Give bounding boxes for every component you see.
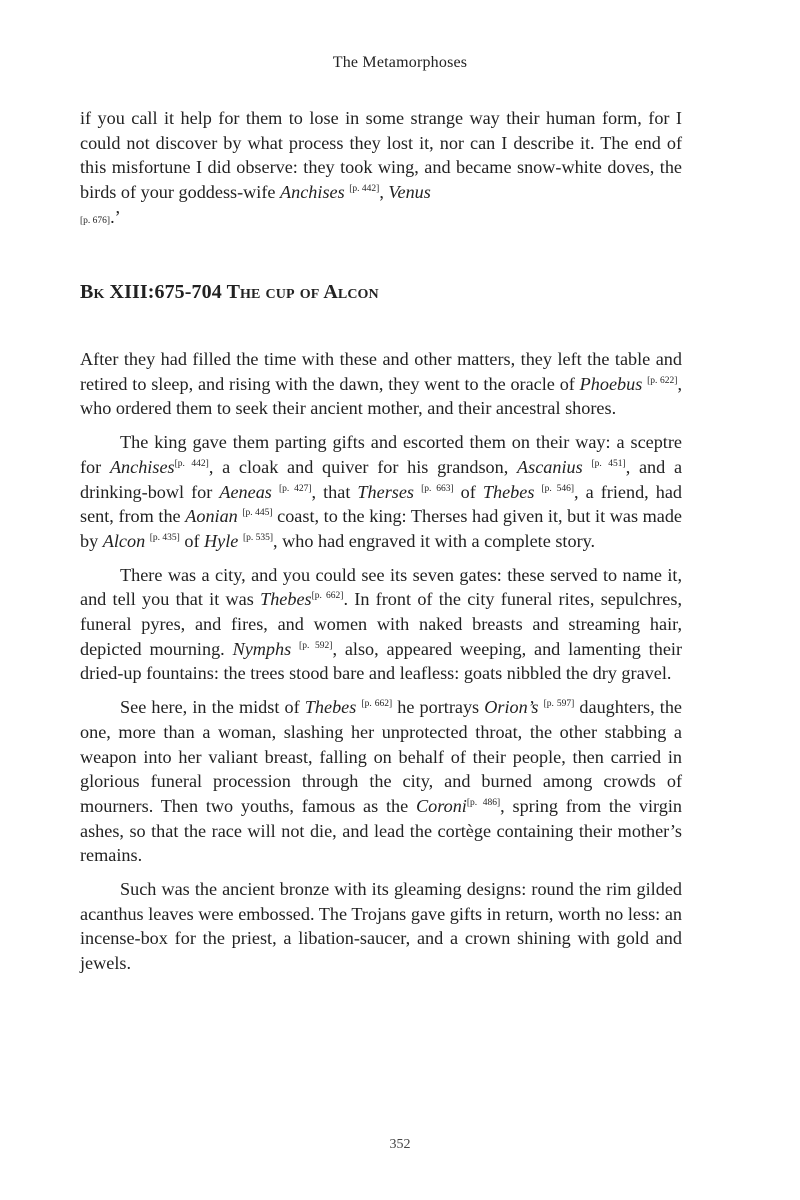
- name-link-ascanius[interactable]: Ascanius: [517, 456, 583, 477]
- paragraph-2: The king gave them parting gifts and escorted them on their way: a sceptre for Anchises[p. 442], a cloak and quiver for his grandson, Ascanius [p. 451], and a drinking-bowl for Aeneas [p. 427], that Therses [p. 663] of Thebes [p. 546], a friend, had sent, from the Aonian [p. 445] coast, to the king: Therses had given it, but it was made by Alcon [p. 435] of Hyle [p. 535], who had engraved it with a complete story.: [80, 432, 683, 551]
- section-heading: Bk XIII:675-704 The cup of Alcon: [80, 281, 379, 303]
- page-number: 352: [389, 1137, 411, 1152]
- name-link-aeneas[interactable]: Aeneas: [219, 481, 272, 502]
- page-ref: [p. 442]: [349, 184, 380, 195]
- page-ref: [p. 592]: [299, 640, 333, 651]
- page-ref: [p. 597]: [543, 699, 575, 710]
- paragraph-4: See here, in the midst of Thebes [p. 662] he portrays Orion’s [p. 597] daughters, the one, more than a woman, slashing her unprotected throat, the other stabbing a weapon into her valiant breast, falling on behalf of their people, then carried in glorious funeral procession through the city, and burned among crowds of mourners. Then two youths, famous as the Coroni[p. 486], spring from the virgin ashes, so that the race will not die, and lead the cortège containing their mother’s remains.: [80, 697, 683, 866]
- page-ref: [p. 663]: [421, 483, 454, 494]
- page-ref: [p. 427]: [278, 483, 312, 494]
- section-text-block: [80, 347, 682, 985]
- name-link-orion[interactable]: Orion’s: [484, 697, 539, 718]
- name-link-coroni[interactable]: Coroni: [415, 795, 467, 816]
- name-link-thebes[interactable]: Thebes: [260, 589, 312, 610]
- name-link-thebes[interactable]: Thebes: [304, 697, 357, 718]
- name-link-therses[interactable]: Therses: [357, 481, 415, 502]
- page-ref: [p. 662]: [361, 699, 393, 710]
- running-head: The Metamorphoses: [332, 54, 468, 71]
- name-link-phoebus[interactable]: Phoebus: [579, 373, 643, 394]
- name-link-nymphs[interactable]: Nymphs: [232, 638, 292, 659]
- page-ref: [p. 662]: [311, 591, 344, 602]
- paragraph-5: Such was the ancient bronze with its gleaming designs: round the rim gilded acanthus leaves were embossed. The Trojans gave gifts in return, worth no less: an incense-box for the priest, a libation-saucer, and a crown shining with gold and jewels.: [80, 879, 682, 974]
- name-link-anchises[interactable]: Anchises: [280, 182, 345, 203]
- name-link-venus[interactable]: Venus: [388, 182, 431, 203]
- page-ref: [p. 486]: [466, 797, 501, 808]
- name-link-hyle[interactable]: Hyle: [204, 530, 239, 551]
- page-ref: [p. 676]: [80, 215, 111, 226]
- page-ref: [p. 435]: [149, 532, 180, 543]
- name-link-anchises[interactable]: Anchises: [109, 456, 175, 477]
- paragraph-1: After they had filled the time with these and other matters, they left the table and retired to sleep, and rising with the dawn, they went to the oracle of Phoebus [p. 622], who ordered them to seek their ancient mother, and their ancestral shores.: [80, 349, 682, 419]
- name-link-thebes[interactable]: Thebes: [482, 481, 535, 502]
- name-link-alcon[interactable]: Alcon: [102, 530, 146, 551]
- page-ref: [p. 445]: [242, 508, 273, 519]
- page-ref: [p. 535]: [242, 532, 274, 543]
- page-ref: [p. 622]: [647, 375, 678, 386]
- continued-text-block: [80, 106, 682, 239]
- name-link-aonian[interactable]: Aonian: [185, 506, 238, 527]
- page-ref: [p. 451]: [591, 458, 626, 469]
- paragraph-3: There was a city, and you could see its seven gates: these served to name it, and tell you that it was Thebes[p. 662]. In front of the city funeral rites, sepulchres, funeral pyres, and fires, and women with naked breasts and streaming hair, depicted mourning. Nymphs [p. 592], also, appeared weeping, and lamenting their dried-up fountains: the trees stood bare and leafless: goats nibbled the dry gravel.: [80, 564, 683, 684]
- page-ref: [p. 546]: [541, 483, 575, 494]
- page-ref: [p. 442]: [174, 458, 209, 469]
- continued-paragraph: if you call it help for them to lose in some strange way their human form, for I could not discover by what process they lost it, nor can I describe it. The end of this misfortune I did observe: they took wing, and became snow-white doves, the birds of your goddess-wife Anchises [p. 442], Venus [p. 676].’: [80, 108, 682, 227]
